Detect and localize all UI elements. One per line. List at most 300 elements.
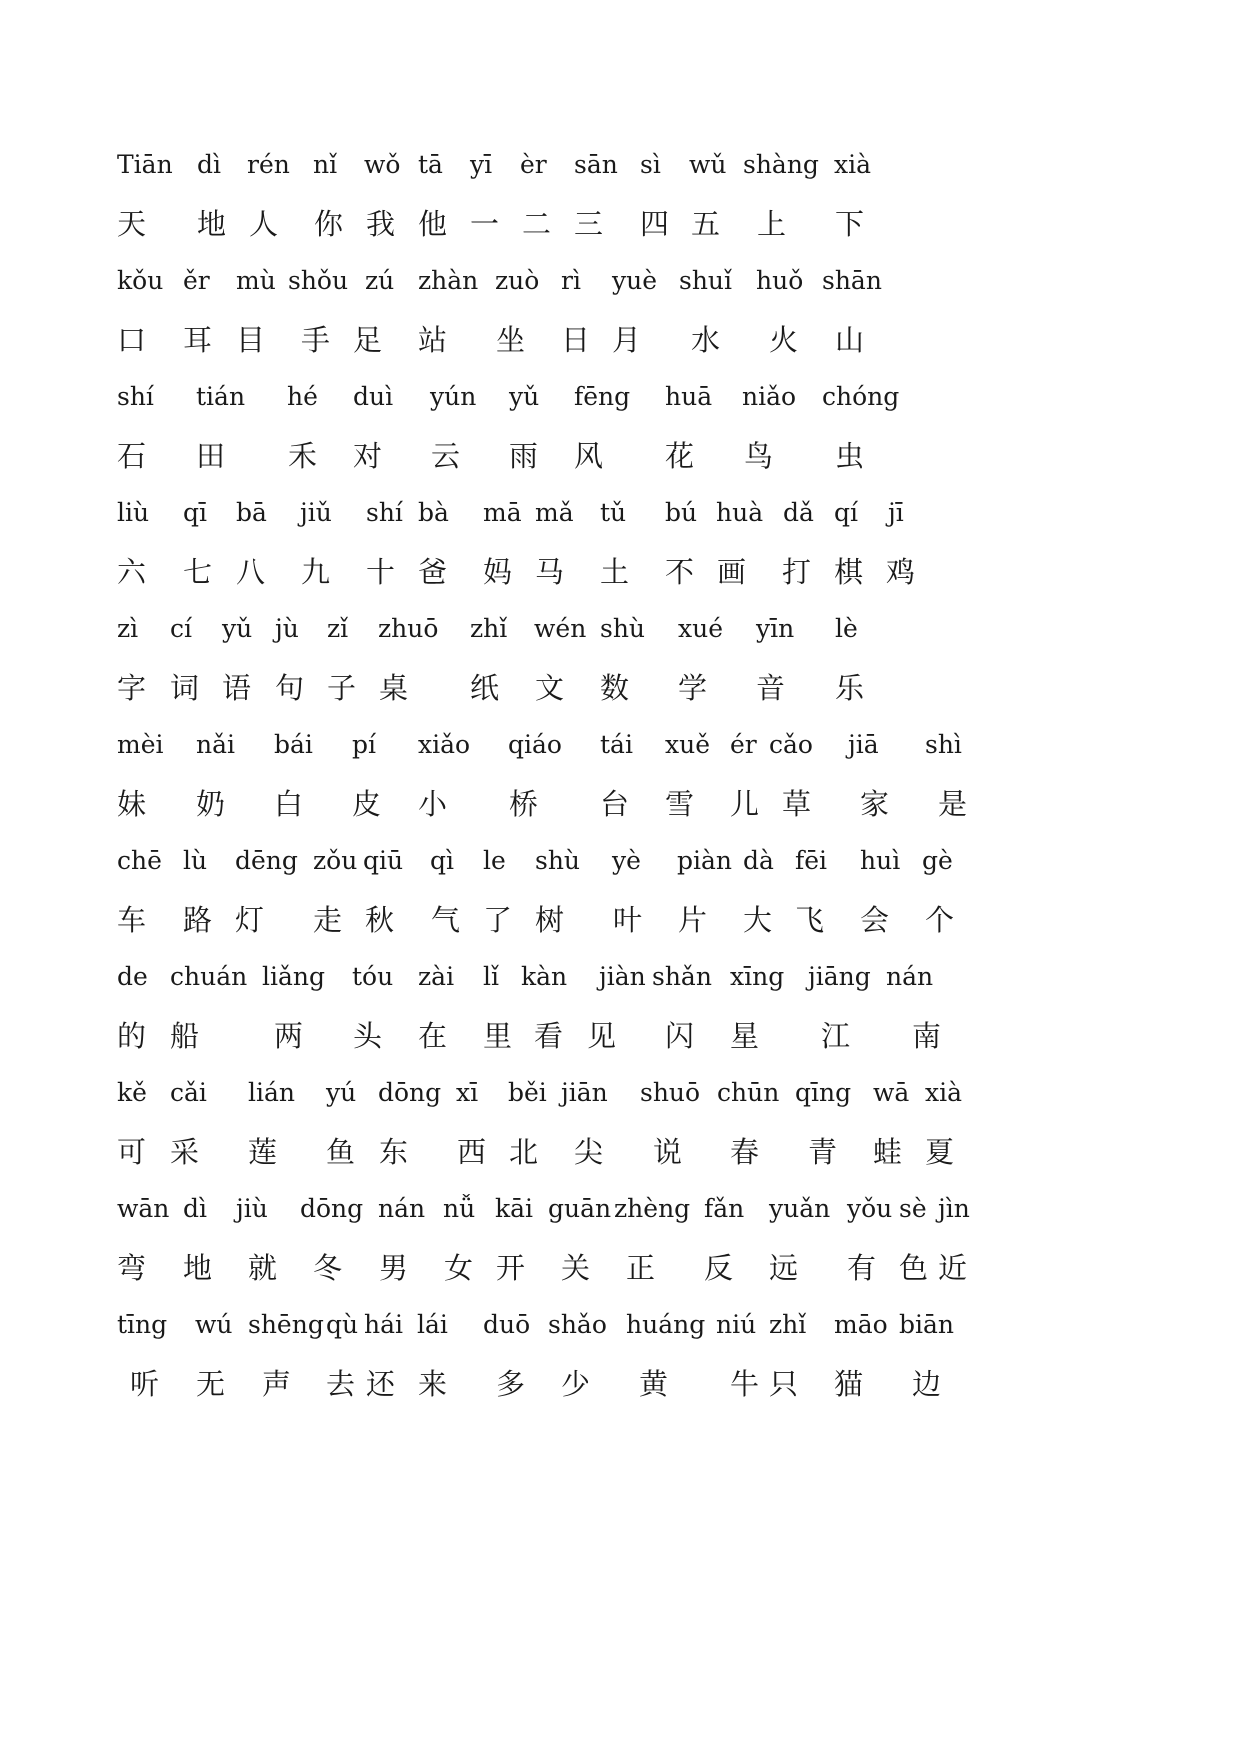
hanzi-character: 就 [248, 1251, 278, 1285]
pinyin-syllable: zhǐ [769, 1310, 807, 1339]
pinyin-syllable: huā [665, 382, 713, 411]
hanzi-character: 会 [860, 903, 890, 937]
hanzi-line [0, 555, 1241, 595]
pinyin-syllable: guān [548, 1194, 612, 1223]
pinyin-syllable: xīng [730, 962, 785, 991]
pinyin-syllable: duō [483, 1310, 531, 1339]
hanzi-character: 莲 [248, 1135, 278, 1169]
pinyin-syllable: shuǐ [679, 266, 733, 295]
pinyin-line [0, 1078, 1241, 1118]
pinyin-syllable: xià [834, 150, 871, 179]
pinyin-syllable: zuò [495, 266, 540, 295]
hanzi-character: 你 [314, 207, 344, 241]
pinyin-syllable: yǒu [847, 1194, 893, 1223]
hanzi-character: 见 [587, 1019, 617, 1053]
pinyin-syllable: rén [247, 150, 290, 179]
pinyin-syllable: tái [600, 730, 633, 759]
hanzi-character: 近 [938, 1251, 968, 1285]
hanzi-character: 山 [835, 323, 865, 357]
hanzi-character: 妹 [117, 787, 147, 821]
hanzi-character: 来 [418, 1367, 448, 1401]
hanzi-character: 下 [835, 207, 865, 241]
hanzi-character: 五 [691, 207, 721, 241]
hanzi-character: 坐 [496, 323, 526, 357]
pinyin-syllable: zhǐ [470, 614, 508, 643]
pinyin-syllable: nǎi [196, 730, 236, 759]
pinyin-syllable: zú [365, 266, 395, 295]
hanzi-character: 多 [496, 1367, 526, 1401]
pinyin-syllable: ěr [183, 266, 210, 295]
pinyin-syllable: qiū [363, 846, 404, 875]
hanzi-character: 虫 [835, 439, 865, 473]
hanzi-character: 云 [431, 439, 461, 473]
hanzi-character: 鸡 [886, 555, 916, 589]
hanzi-character: 看 [534, 1019, 564, 1053]
hanzi-character: 西 [457, 1135, 487, 1169]
hanzi-character: 口 [117, 323, 147, 357]
pinyin-syllable: wǒ [364, 150, 401, 179]
pinyin-syllable: dì [197, 150, 221, 179]
pinyin-line [0, 730, 1241, 770]
pinyin-syllable: māo [834, 1310, 888, 1339]
pinyin-syllable: yīn [756, 614, 795, 643]
hanzi-character: 反 [704, 1251, 734, 1285]
pinyin-syllable: wú [195, 1310, 233, 1339]
hanzi-character: 少 [561, 1367, 591, 1401]
hanzi-character: 女 [444, 1251, 474, 1285]
pinyin-syllable: de [117, 962, 148, 991]
hanzi-character: 八 [236, 555, 266, 589]
pinyin-syllable: zhàn [418, 266, 479, 295]
hanzi-character: 日 [561, 323, 591, 357]
pinyin-line [0, 846, 1241, 886]
hanzi-character: 黄 [639, 1367, 669, 1401]
hanzi-character: 水 [691, 323, 721, 357]
pinyin-syllable: tǔ [600, 498, 627, 527]
pinyin-syllable: lái [417, 1310, 448, 1339]
pinyin-syllable: pí [352, 730, 376, 759]
hanzi-line [0, 439, 1241, 479]
pinyin-syllable: qiáo [508, 730, 562, 759]
pinyin-syllable: bā [236, 498, 267, 527]
pinyin-line [0, 382, 1241, 422]
hanzi-character: 站 [418, 323, 448, 357]
hanzi-character: 目 [236, 323, 266, 357]
pinyin-syllable: lǐ [483, 962, 499, 991]
hanzi-character: 耳 [183, 323, 213, 357]
pinyin-syllable: mā [483, 498, 522, 527]
hanzi-character: 冬 [313, 1251, 343, 1285]
pinyin-syllable: wǔ [689, 150, 727, 179]
pinyin-syllable: liǎng [262, 962, 326, 991]
hanzi-character: 石 [117, 439, 147, 473]
pinyin-syllable: xià [925, 1078, 962, 1107]
hanzi-character: 六 [117, 555, 147, 589]
hanzi-character: 风 [574, 439, 604, 473]
pinyin-syllable: mù [236, 266, 276, 295]
pinyin-syllable: liù [117, 498, 150, 527]
hanzi-character: 说 [653, 1135, 683, 1169]
hanzi-character: 儿 [730, 787, 760, 821]
hanzi-character: 走 [313, 903, 343, 937]
hanzi-character: 文 [535, 671, 565, 705]
pinyin-syllable: xué [678, 614, 723, 643]
hanzi-character: 子 [327, 671, 357, 705]
pinyin-syllable: fǎn [704, 1194, 745, 1223]
pinyin-syllable: hé [287, 382, 318, 411]
pinyin-syllable: yú [326, 1078, 357, 1107]
pinyin-syllable: zài [418, 962, 455, 991]
pinyin-syllable: xī [456, 1078, 479, 1107]
hanzi-character: 只 [769, 1367, 799, 1401]
pinyin-syllable: lè [835, 614, 858, 643]
hanzi-character: 弯 [117, 1251, 147, 1285]
hanzi-line [0, 1135, 1241, 1175]
hanzi-character: 二 [522, 207, 552, 241]
hanzi-character: 车 [117, 903, 147, 937]
hanzi-character: 白 [274, 787, 304, 821]
pinyin-syllable: kě [117, 1078, 147, 1107]
hanzi-character: 叶 [613, 903, 643, 937]
pinyin-syllable: qì [430, 846, 454, 875]
pinyin-syllable: shǎo [548, 1310, 607, 1339]
hanzi-character: 家 [860, 787, 890, 821]
pinyin-syllable: le [483, 846, 506, 875]
pinyin-syllable: fēi [795, 846, 828, 875]
pinyin-syllable: chē [117, 846, 162, 875]
hanzi-character: 田 [196, 439, 226, 473]
hanzi-character: 是 [938, 787, 968, 821]
pinyin-syllable: chóng [822, 382, 900, 411]
pinyin-syllable: dà [743, 846, 774, 875]
pinyin-syllable: kāi [495, 1194, 534, 1223]
pinyin-syllable: yǔ [509, 382, 540, 411]
hanzi-character: 有 [847, 1251, 877, 1285]
hanzi-character: 地 [197, 207, 227, 241]
hanzi-character: 七 [183, 555, 213, 589]
pinyin-syllable: dēng [235, 846, 298, 875]
pinyin-syllable: chuán [170, 962, 248, 991]
hanzi-character: 北 [509, 1135, 539, 1169]
hanzi-line [0, 1251, 1241, 1291]
hanzi-character: 江 [821, 1019, 851, 1053]
pinyin-syllable: xuě [665, 730, 710, 759]
pinyin-line [0, 1194, 1241, 1234]
pinyin-syllable: lián [248, 1078, 295, 1107]
hanzi-line [0, 671, 1241, 711]
pinyin-syllable: bà [418, 498, 449, 527]
hanzi-character: 片 [678, 903, 708, 937]
pinyin-syllable: bái [274, 730, 313, 759]
pinyin-syllable: běi [508, 1078, 547, 1107]
hanzi-character: 雨 [509, 439, 539, 473]
pinyin-syllable: qīng [795, 1078, 852, 1107]
pinyin-syllable: jiān [561, 1078, 608, 1107]
hanzi-character: 去 [326, 1367, 356, 1401]
pinyin-syllable: chūn [717, 1078, 780, 1107]
pinyin-syllable: èr [520, 150, 547, 179]
hanzi-character: 春 [730, 1135, 760, 1169]
hanzi-character: 路 [183, 903, 213, 937]
pinyin-syllable: niǎo [742, 382, 797, 411]
hanzi-character: 棋 [834, 555, 864, 589]
hanzi-character: 闪 [665, 1019, 695, 1053]
hanzi-character: 飞 [795, 903, 825, 937]
pinyin-syllable: shí [117, 382, 154, 411]
pinyin-line [0, 498, 1241, 538]
hanzi-line [0, 207, 1241, 247]
hanzi-character: 纸 [470, 671, 500, 705]
pinyin-syllable: kǒu [117, 266, 164, 295]
pinyin-syllable: yuǎn [769, 1194, 831, 1223]
pinyin-syllable: hái [364, 1310, 404, 1339]
hanzi-character: 关 [561, 1251, 591, 1285]
pinyin-syllable: shuō [640, 1078, 701, 1107]
pinyin-syllable: gè [922, 846, 953, 875]
hanzi-character: 地 [183, 1251, 213, 1285]
pinyin-syllable: ér [730, 730, 757, 759]
pinyin-line [0, 962, 1241, 1002]
pinyin-syllable: tīng [117, 1310, 168, 1339]
pinyin-syllable: shí [366, 498, 403, 527]
pinyin-syllable: jiǔ [300, 498, 332, 527]
hanzi-character: 学 [678, 671, 708, 705]
hanzi-character: 土 [600, 555, 630, 589]
pinyin-syllable: shǎn [652, 962, 712, 991]
hanzi-character: 奶 [196, 787, 226, 821]
pinyin-syllable: jiāng [808, 962, 871, 991]
pinyin-syllable: wā [873, 1078, 910, 1107]
pinyin-syllable: lù [183, 846, 208, 875]
hanzi-character: 的 [117, 1019, 147, 1053]
hanzi-character: 夏 [925, 1135, 955, 1169]
pinyin-syllable: xiǎo [418, 730, 471, 759]
pinyin-syllable: yún [430, 382, 477, 411]
pinyin-syllable: shù [600, 614, 646, 643]
pinyin-syllable: jiàn [599, 962, 646, 991]
pinyin-syllable: shì [925, 730, 962, 759]
pinyin-syllable: zǐ [327, 614, 349, 643]
pinyin-syllable: dōng [300, 1194, 364, 1223]
pinyin-syllable: shān [822, 266, 882, 295]
hanzi-character: 对 [353, 439, 383, 473]
hanzi-character: 四 [640, 207, 670, 241]
pinyin-syllable: cǎi [170, 1078, 207, 1107]
pinyin-syllable: biān [899, 1310, 955, 1339]
pinyin-syllable: shǒu [288, 266, 349, 295]
hanzi-character: 南 [912, 1019, 942, 1053]
hanzi-character: 色 [899, 1251, 929, 1285]
hanzi-character: 男 [379, 1251, 409, 1285]
hanzi-line [0, 323, 1241, 363]
hanzi-line [0, 1019, 1241, 1059]
pinyin-syllable: wān [117, 1194, 170, 1223]
pinyin-syllable: duì [353, 382, 394, 411]
hanzi-character: 草 [782, 787, 812, 821]
hanzi-character: 月 [612, 323, 642, 357]
hanzi-character: 爸 [418, 555, 448, 589]
hanzi-character: 船 [170, 1019, 200, 1053]
hanzi-character: 句 [275, 671, 305, 705]
pinyin-line [0, 150, 1241, 190]
hanzi-character: 无 [196, 1367, 226, 1401]
hanzi-character: 妈 [483, 555, 513, 589]
pinyin-syllable: nán [378, 1194, 426, 1223]
hanzi-character: 花 [665, 439, 695, 473]
hanzi-character: 正 [626, 1251, 656, 1285]
pinyin-syllable: nǐ [313, 150, 338, 179]
pinyin-line [0, 266, 1241, 306]
pinyin-syllable: huà [716, 498, 764, 527]
hanzi-character: 个 [925, 903, 955, 937]
hanzi-character: 头 [353, 1019, 383, 1053]
hanzi-character: 不 [665, 555, 695, 589]
hanzi-character: 上 [757, 207, 787, 241]
hanzi-character: 鸟 [744, 439, 774, 473]
hanzi-character: 树 [535, 903, 565, 937]
hanzi-character: 蛙 [873, 1135, 903, 1169]
pinyin-syllable: yuè [612, 266, 658, 295]
pinyin-syllable: zhuō [378, 614, 439, 643]
hanzi-character: 东 [379, 1135, 409, 1169]
pinyin-syllable: piàn [677, 846, 733, 875]
pinyin-line [0, 1310, 1241, 1350]
pinyin-syllable: shēng [248, 1310, 324, 1339]
pinyin-syllable: zǒu [313, 846, 358, 875]
pinyin-syllable: yǔ [222, 614, 253, 643]
pinyin-syllable: jìn [938, 1194, 970, 1223]
hanzi-character: 了 [483, 903, 513, 937]
hanzi-character: 鱼 [326, 1135, 356, 1169]
hanzi-character: 台 [600, 787, 630, 821]
pinyin-syllable: nán [886, 962, 934, 991]
hanzi-character: 桌 [379, 671, 409, 705]
pinyin-syllable: jiā [848, 730, 879, 759]
pinyin-syllable: fēng [574, 382, 631, 411]
pinyin-syllable: sè [899, 1194, 927, 1223]
hanzi-character: 打 [782, 555, 812, 589]
hanzi-character: 手 [301, 323, 331, 357]
pinyin-syllable: shù [535, 846, 581, 875]
pinyin-syllable: shàng [743, 150, 819, 179]
pinyin-syllable: dōng [378, 1078, 442, 1107]
hanzi-character: 语 [222, 671, 252, 705]
hanzi-character: 秋 [365, 903, 395, 937]
pinyin-syllable: huì [860, 846, 901, 875]
hanzi-character: 采 [170, 1135, 200, 1169]
pinyin-syllable: yī [470, 150, 493, 179]
pinyin-syllable: mǎ [535, 498, 574, 527]
hanzi-character: 灯 [235, 903, 265, 937]
hanzi-character: 字 [117, 671, 147, 705]
hanzi-character: 小 [418, 787, 448, 821]
pinyin-syllable: huǒ [756, 266, 804, 295]
pinyin-syllable: huáng [626, 1310, 706, 1339]
pinyin-syllable: tā [418, 150, 443, 179]
pinyin-syllable: sān [574, 150, 618, 179]
pinyin-syllable: cǎo [769, 730, 813, 759]
hanzi-character: 音 [756, 671, 786, 705]
hanzi-line [0, 787, 1241, 827]
hanzi-character: 人 [249, 207, 279, 241]
pinyin-syllable: jī [888, 498, 904, 527]
pinyin-syllable: qī [183, 498, 207, 527]
hanzi-character: 星 [730, 1019, 760, 1053]
hanzi-character: 开 [496, 1251, 526, 1285]
hanzi-character: 可 [117, 1135, 147, 1169]
pinyin-syllable: tóu [352, 962, 394, 991]
hanzi-line [0, 903, 1241, 943]
hanzi-character: 火 [769, 323, 799, 357]
hanzi-character: 一 [470, 207, 500, 241]
hanzi-character: 十 [366, 555, 396, 589]
pinyin-syllable: bú [665, 498, 698, 527]
hanzi-character: 在 [418, 1019, 448, 1053]
hanzi-line [0, 1367, 1241, 1407]
pinyin-syllable: cí [170, 614, 192, 643]
hanzi-character: 皮 [352, 787, 382, 821]
hanzi-character: 声 [262, 1367, 292, 1401]
pinyin-syllable: niú [716, 1310, 757, 1339]
hanzi-character: 桥 [509, 787, 539, 821]
pinyin-syllable: jù [275, 614, 299, 643]
pinyin-syllable: tián [196, 382, 246, 411]
hanzi-character: 足 [353, 323, 383, 357]
pinyin-syllable: qí [834, 498, 858, 527]
pinyin-syllable: dì [183, 1194, 207, 1223]
hanzi-character: 青 [808, 1135, 838, 1169]
hanzi-character: 词 [170, 671, 200, 705]
pinyin-syllable: sì [640, 150, 661, 179]
hanzi-character: 数 [600, 671, 630, 705]
hanzi-character: 大 [743, 903, 773, 937]
hanzi-character: 禾 [288, 439, 318, 473]
hanzi-character: 气 [431, 903, 461, 937]
hanzi-character: 雪 [665, 787, 695, 821]
hanzi-character: 边 [912, 1367, 942, 1401]
pinyin-syllable: Tiān [117, 150, 173, 179]
pinyin-syllable: dǎ [783, 498, 814, 527]
pinyin-syllable: mèi [117, 730, 164, 759]
pinyin-syllable: zhèng [614, 1194, 691, 1223]
pinyin-line [0, 614, 1241, 654]
hanzi-character: 天 [117, 207, 147, 241]
hanzi-character: 里 [483, 1019, 513, 1053]
pinyin-syllable: qù [326, 1310, 359, 1339]
pinyin-syllable: jiù [236, 1194, 268, 1223]
pinyin-syllable: wén [534, 614, 587, 643]
hanzi-character: 画 [717, 555, 747, 589]
hanzi-character: 九 [301, 555, 331, 589]
hanzi-character: 马 [535, 555, 565, 589]
pinyin-syllable: nǚ [443, 1194, 476, 1223]
pinyin-syllable: zì [117, 614, 139, 643]
hanzi-character: 乐 [835, 671, 865, 705]
pinyin-syllable: rì [561, 266, 581, 295]
hanzi-character: 听 [130, 1367, 160, 1401]
hanzi-character: 远 [769, 1251, 799, 1285]
hanzi-character: 牛 [730, 1367, 760, 1401]
hanzi-character: 我 [366, 207, 396, 241]
hanzi-character: 两 [274, 1019, 304, 1053]
hanzi-character: 猫 [834, 1367, 864, 1401]
hanzi-character: 三 [574, 207, 604, 241]
pinyin-syllable: yè [612, 846, 641, 875]
hanzi-character: 还 [366, 1367, 396, 1401]
pinyin-syllable: kàn [521, 962, 568, 991]
hanzi-character: 他 [418, 207, 448, 241]
hanzi-character: 尖 [574, 1135, 604, 1169]
